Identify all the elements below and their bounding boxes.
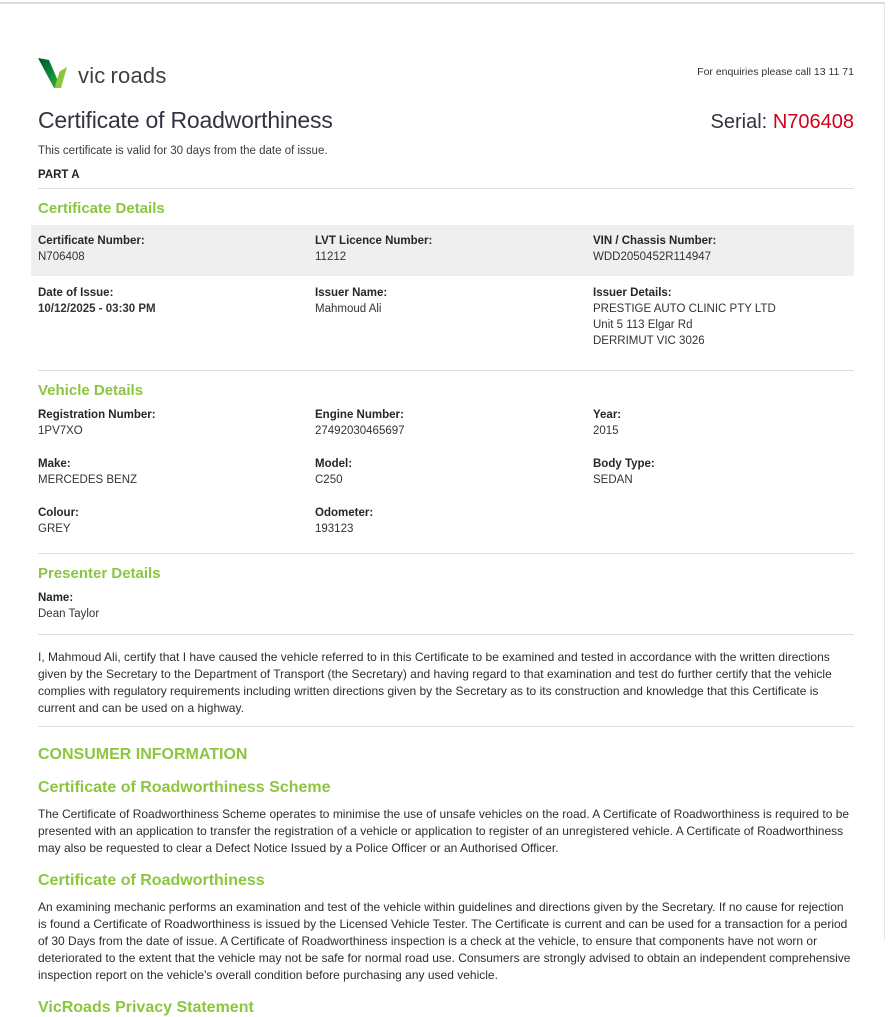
field-value-line: DERRIMUT VIC 3026: [593, 335, 705, 347]
field-vin-chassis-number: [593, 233, 854, 265]
field-label: Make:: [38, 458, 71, 470]
field-value: C250: [315, 474, 343, 486]
certification-statement: I, Mahmoud Ali, certify that I have caused the vehicle referred to in this Certificate to be examined and tested in accordance with the written directions given by the Secretary to the Department of Transport (the Secretary) and having regard to that examination and test do further certify that the vehicle complies with regulatory requirements including written directions given by the Secretary as to its construction and knowledge that this Certificate is current and can be used on a highway.: [38, 650, 832, 715]
field-value: Dean Taylor: [38, 608, 100, 620]
serial-value: N706408: [772, 111, 854, 133]
serial-label: Serial:: [710, 111, 768, 133]
field-make: [38, 456, 315, 488]
title-row: [38, 107, 854, 134]
serial: [711, 111, 854, 134]
field-model: [315, 456, 593, 488]
divider: [38, 634, 854, 635]
vehicle-details-row-3: [38, 505, 854, 546]
vicroads-logo-mark-icon: [38, 58, 72, 93]
certificate-details-row-1: [31, 225, 854, 276]
divider: [38, 726, 854, 727]
field-label: Certificate Number:: [38, 235, 145, 247]
field-odometer: [315, 505, 593, 537]
field-label: Engine Number:: [315, 409, 404, 421]
field-label: Body Type:: [593, 458, 655, 470]
vicroads-logo-text: [78, 63, 167, 89]
enquiries-note: For enquiries please call 13 11 71: [697, 66, 854, 78]
divider: [38, 188, 854, 189]
field-certificate-number: [38, 233, 315, 265]
divider: [38, 370, 854, 371]
field-issuer-name: [315, 285, 593, 349]
vehicle-details-row-2: [38, 456, 854, 497]
vehicle-details-heading: Vehicle Details: [38, 382, 144, 399]
empty-cell: [593, 505, 854, 537]
validity-note: This certificate is valid for 30 days from the date of issue.: [38, 145, 328, 157]
field-label: Issuer Details:: [593, 287, 672, 299]
field-label: Name:: [38, 592, 74, 604]
roadworthiness-paragraph: An examining mechanic performs an examination and test of the vehicle within guidelines and directions given by the Secretary. If no cause for rejection is found a Certificate of Roadworthiness is issued by the Licensed Vehicle Tester. The Certificate is current and can be used for a transaction for a period of 30 Days from the date of issue. A Certificate of Roadworthiness inspection is a check at the vehicle, to ensure that components have not worn or deteriorated to the extent that the vehicle may not be safe for normal road use. Consumers are strongly advised to obtain an independent comprehensive inspection report on the vehicle's overall condition before purchasing any used vehicle.: [38, 900, 851, 982]
page-header: [38, 58, 854, 93]
field-value: Mahmoud Ali: [315, 303, 382, 315]
field-label: Odometer:: [315, 507, 374, 519]
scheme-heading: Certificate of Roadworthiness Scheme: [38, 779, 331, 796]
part-a-label: PART A: [38, 169, 80, 181]
vehicle-details-row-1: [38, 407, 854, 448]
scheme-paragraph: The Certificate of Roadworthiness Scheme operates to minimise the use of unsafe vehicles on the road. A Certificate of Roadworthiness is required to be presented with an application to transfer the registration of a vehicle or application to register of an unregistered vehicle. A Certificate of Roadworthiness may also be requested to clear a Defect Notice Issued by a Police Officer or an Authorised Officer.: [38, 807, 850, 855]
vicroads-logo: [38, 58, 167, 93]
field-label: VIN / Chassis Number:: [593, 235, 717, 247]
divider: [38, 553, 854, 554]
roadworthiness-heading: Certificate of Roadworthiness: [38, 872, 265, 889]
logo-word-vic: vic: [78, 62, 106, 88]
field-label: Issuer Name:: [315, 287, 388, 299]
field-colour: [38, 505, 315, 537]
field-value: 27492030465697: [315, 425, 405, 437]
field-value-line: Unit 5 113 Elgar Rd: [593, 319, 693, 331]
certificate-details-row-2: [38, 276, 854, 363]
field-label: Colour:: [38, 507, 79, 519]
certificate-page: [0, 2, 885, 1016]
field-value: MERCEDES BENZ: [38, 474, 138, 486]
field-value: WDD2050452R114947: [593, 251, 712, 263]
field-presenter-name: [38, 590, 854, 622]
field-value: 11212: [315, 251, 347, 263]
field-year: [593, 407, 854, 439]
field-label: Registration Number:: [38, 409, 156, 421]
field-value: GREY: [38, 523, 71, 535]
field-label: LVT Licence Number:: [315, 235, 433, 247]
presenter-details-heading: Presenter Details: [38, 565, 161, 582]
certificate-details-heading: Certificate Details: [38, 200, 165, 217]
field-value: 193123: [315, 523, 354, 535]
field-value: 1PV7XO: [38, 425, 83, 437]
field-value: 2015: [593, 425, 619, 437]
field-issuer-details: [593, 285, 854, 349]
field-label: Model:: [315, 458, 353, 470]
field-registration-number: [38, 407, 315, 439]
field-value: N706408: [38, 251, 85, 263]
page-title: Certificate of Roadworthiness: [38, 107, 333, 133]
logo-word-roads: roads: [110, 62, 167, 88]
field-label: Date of Issue:: [38, 287, 114, 299]
privacy-statement-heading: VicRoads Privacy Statement: [38, 999, 254, 1016]
field-value-line: PRESTIGE AUTO CLINIC PTY LTD: [593, 303, 776, 315]
field-date-of-issue: [38, 285, 315, 349]
field-body-type: [593, 456, 854, 488]
consumer-information-heading: CONSUMER INFORMATION: [38, 746, 248, 763]
field-engine-number: [315, 407, 593, 439]
field-lvt-licence-number: [315, 233, 593, 265]
field-value: SEDAN: [593, 474, 633, 486]
field-value: 10/12/2025 - 03:30 PM: [38, 303, 156, 315]
field-label: Year:: [593, 409, 622, 421]
